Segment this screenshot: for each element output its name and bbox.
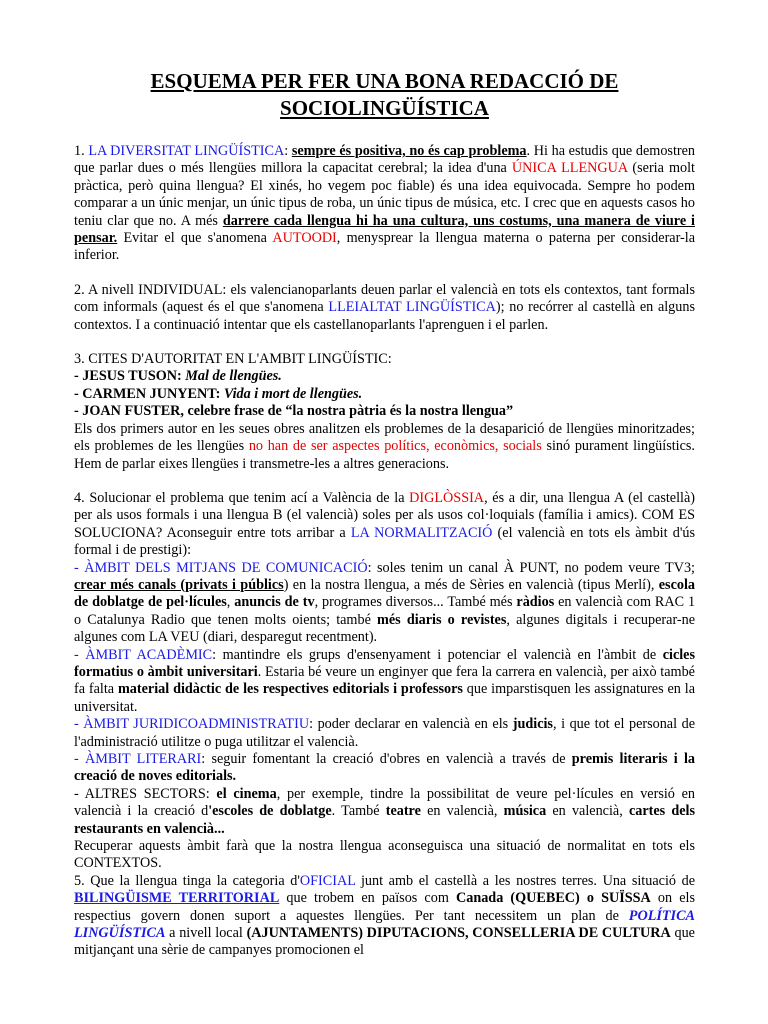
- claim-positive: sempre és positiva, no és cap problema: [291, 143, 527, 159]
- term-oficial: OFICIAL: [299, 872, 356, 889]
- section-3-cites: [74, 351, 695, 473]
- term-bilinguisme: BILINGÜISME TERRITORIAL: [74, 890, 280, 907]
- section-3-body: Els dos primers autor en les seues obres analitzen els problemes de la desaparició de llengües minoritzades; els problemes de les llengües no han de ser aspectes polítics, econòmics, socials sinó purament lingüístics. Hem de parlar eixes llengües i transmetre-les a altres generacions.: [74, 420, 695, 472]
- title-line-1: ESQUEMA PER FER UNA BONA REDACCIÓ DE: [150, 69, 619, 93]
- section-4-conclusion: Recuperar aquests àmbit farà que la nostra llengua aconseguisca una situació de normalitat en tots els CONTEXTOS.: [74, 838, 695, 872]
- term-lleialtat: LLEIALTAT LINGÜÍSTICA: [328, 299, 496, 316]
- cite-fuster: - JOAN FUSTER, celebre frase de “la nostra pàtria és la nostra llengua”: [74, 403, 514, 420]
- document-title: [74, 68, 695, 122]
- term-normalitzacio: LA NORMALITZACIÓ: [350, 524, 493, 541]
- item-altres: - ALTRES SECTORS: el cinema, per exemple, tindre la possibilitat de veure pel·lícules en versió en valencià i la creació d'escoles de doblatge. També teatre en valencià, música en valencià, cartes dels restaurants en valencià...: [74, 785, 695, 837]
- term-no-politics: no han de ser aspectes polítics, econòmics, socials: [248, 438, 542, 455]
- title-line-2: SOCIOLINGÜÍSTICA: [280, 96, 489, 120]
- cite-junyent: - CARMEN JUNYENT: Vida i mort de llengües.: [74, 385, 363, 402]
- item-mitjans: - ÀMBIT DELS MITJANS DE COMUNICACIÓ: soles tenim un canal À PUNT, no podem veure TV3; crear més canals (privats i públics) en la nostra llengua, a més de Sèries en valencià (tipus Merlí), escola de doblatge de pel·lícules, anuncis de tv, programes diversos... També més ràdios en valencià com RAC 1 o Catalunya Radio que tenen molts oients; també més diaris o revistes, algunes digitals i recuperar-ne algunes com LA VEU (diari, desparegut recentment).: [74, 559, 696, 646]
- term-politica-linguistica: POLÍTICA LINGÜÍSTICA: [74, 907, 695, 942]
- section-4-intro: 4. Solucionar el problema que tenim ací a València de la DIGLÒSSIA, és a dir, una llengua A (el castellà) per als usos formals i una llengua B (el valencià) soles per als usos col·loquials (família i amics). COM ES SOLUCIONA? Aconseguir entre tots arribar a LA NORMALITZACIÓ (el valencià en tots els àmbit d'ús formal i de prestigi):: [74, 489, 695, 559]
- term-autoodi: AUTOODI: [272, 230, 337, 247]
- term-unica-llengua: ÚNICA LLENGUA: [511, 160, 628, 177]
- section-2-individual: 2. A nivell INDIVIDUAL: els valencianoparlants deuen parlar el valencià en tots els contextos, tant formals com informals (aquest és el que s'anomena LLEIALTAT LINGÜÍSTICA); no recórrer al castellà en alguns contextos. I a continuació intentar que els castellanoparlants l'aprenguen i el parlen.: [74, 281, 695, 333]
- section-4-normalitzacio: [74, 490, 695, 873]
- term-diglossia: DIGLÒSSIA: [409, 489, 485, 506]
- item-juridic: - ÀMBIT JURIDICOADMINISTRATIU: poder declarar en valencià en els judicis, i que tot el personal de l'administració utilitze o puga utilitzar el valencià.: [74, 716, 695, 750]
- item-literari: - ÀMBIT LITERARI: seguir fomentant la creació d'obres en valencià a través de premis literaris i la creació de noves editorials.: [74, 751, 696, 785]
- section-1-diversitat: 1. LA DIVERSITAT LINGÜÍSTICA: sempre és positiva, no és cap problema. Hi ha estudis que demostren que parlar dues o més llengües millora la capacitat cerebral; la idea d'una ÚNICA LLENGUA (seria molt pràctica, però quina llengua? El xinés, ho vegem poc fiable) és una idea equivocada. Sempre ho podem comparar a un únic menjar, un únic tipus de roba, un únic tipus de música, etc. I crec que en aquests casos ho teniu clar que no. A més darrere cada llengua hi ha una cultura, uns costums, una manera de viure i pensar. Evitar el que s'anomena AUTOODI, menysprear la llengua materna o paterna per considerar-la inferior.: [74, 143, 695, 264]
- cite-tuson: - JESUS TUSON: Mal de llengües.: [74, 368, 282, 385]
- item-academic: - ÀMBIT ACADÈMIC: mantindre els grups d'ensenyament i potenciar el valencià en l'àmbit de cicles formatius o àmbit universitari. Estaria bé veure un enginyer que fera la carrera en valencià, per això també fa falta material didàctic de les respectives editorials i professors que imparstisquen les assignatures en la universitat.: [74, 646, 695, 715]
- claim-cultura: darrere cada llengua hi ha una cultura, uns costums, una manera de viure i pensar.: [74, 212, 695, 247]
- section-5-oficial: 5. Que la llengua tinga la categoria d'OFICIAL junt amb el castellà a les nostres terres. Una situació de BILINGÜISME TERRITORIAL que trobem en països com Canada (QUEBEC) o SUÏSSA on els respectius govern donen suport a aquestes llengües. Per tant necessitem un plan de POLÍTICA LINGÜÍSTICA a nivell local (AJUNTAMENTS) DIPUTACIONS, CONSELLERIA DE CULTURA que mitjançant una sèrie de campanyes promocionen el: [74, 872, 696, 959]
- section-3-heading: 3. CITES D'AUTORITAT EN L'AMBIT LINGÜÍSTIC:: [74, 351, 392, 368]
- heading-diversitat: LA DIVERSITAT LINGÜÍSTICA: [88, 143, 285, 159]
